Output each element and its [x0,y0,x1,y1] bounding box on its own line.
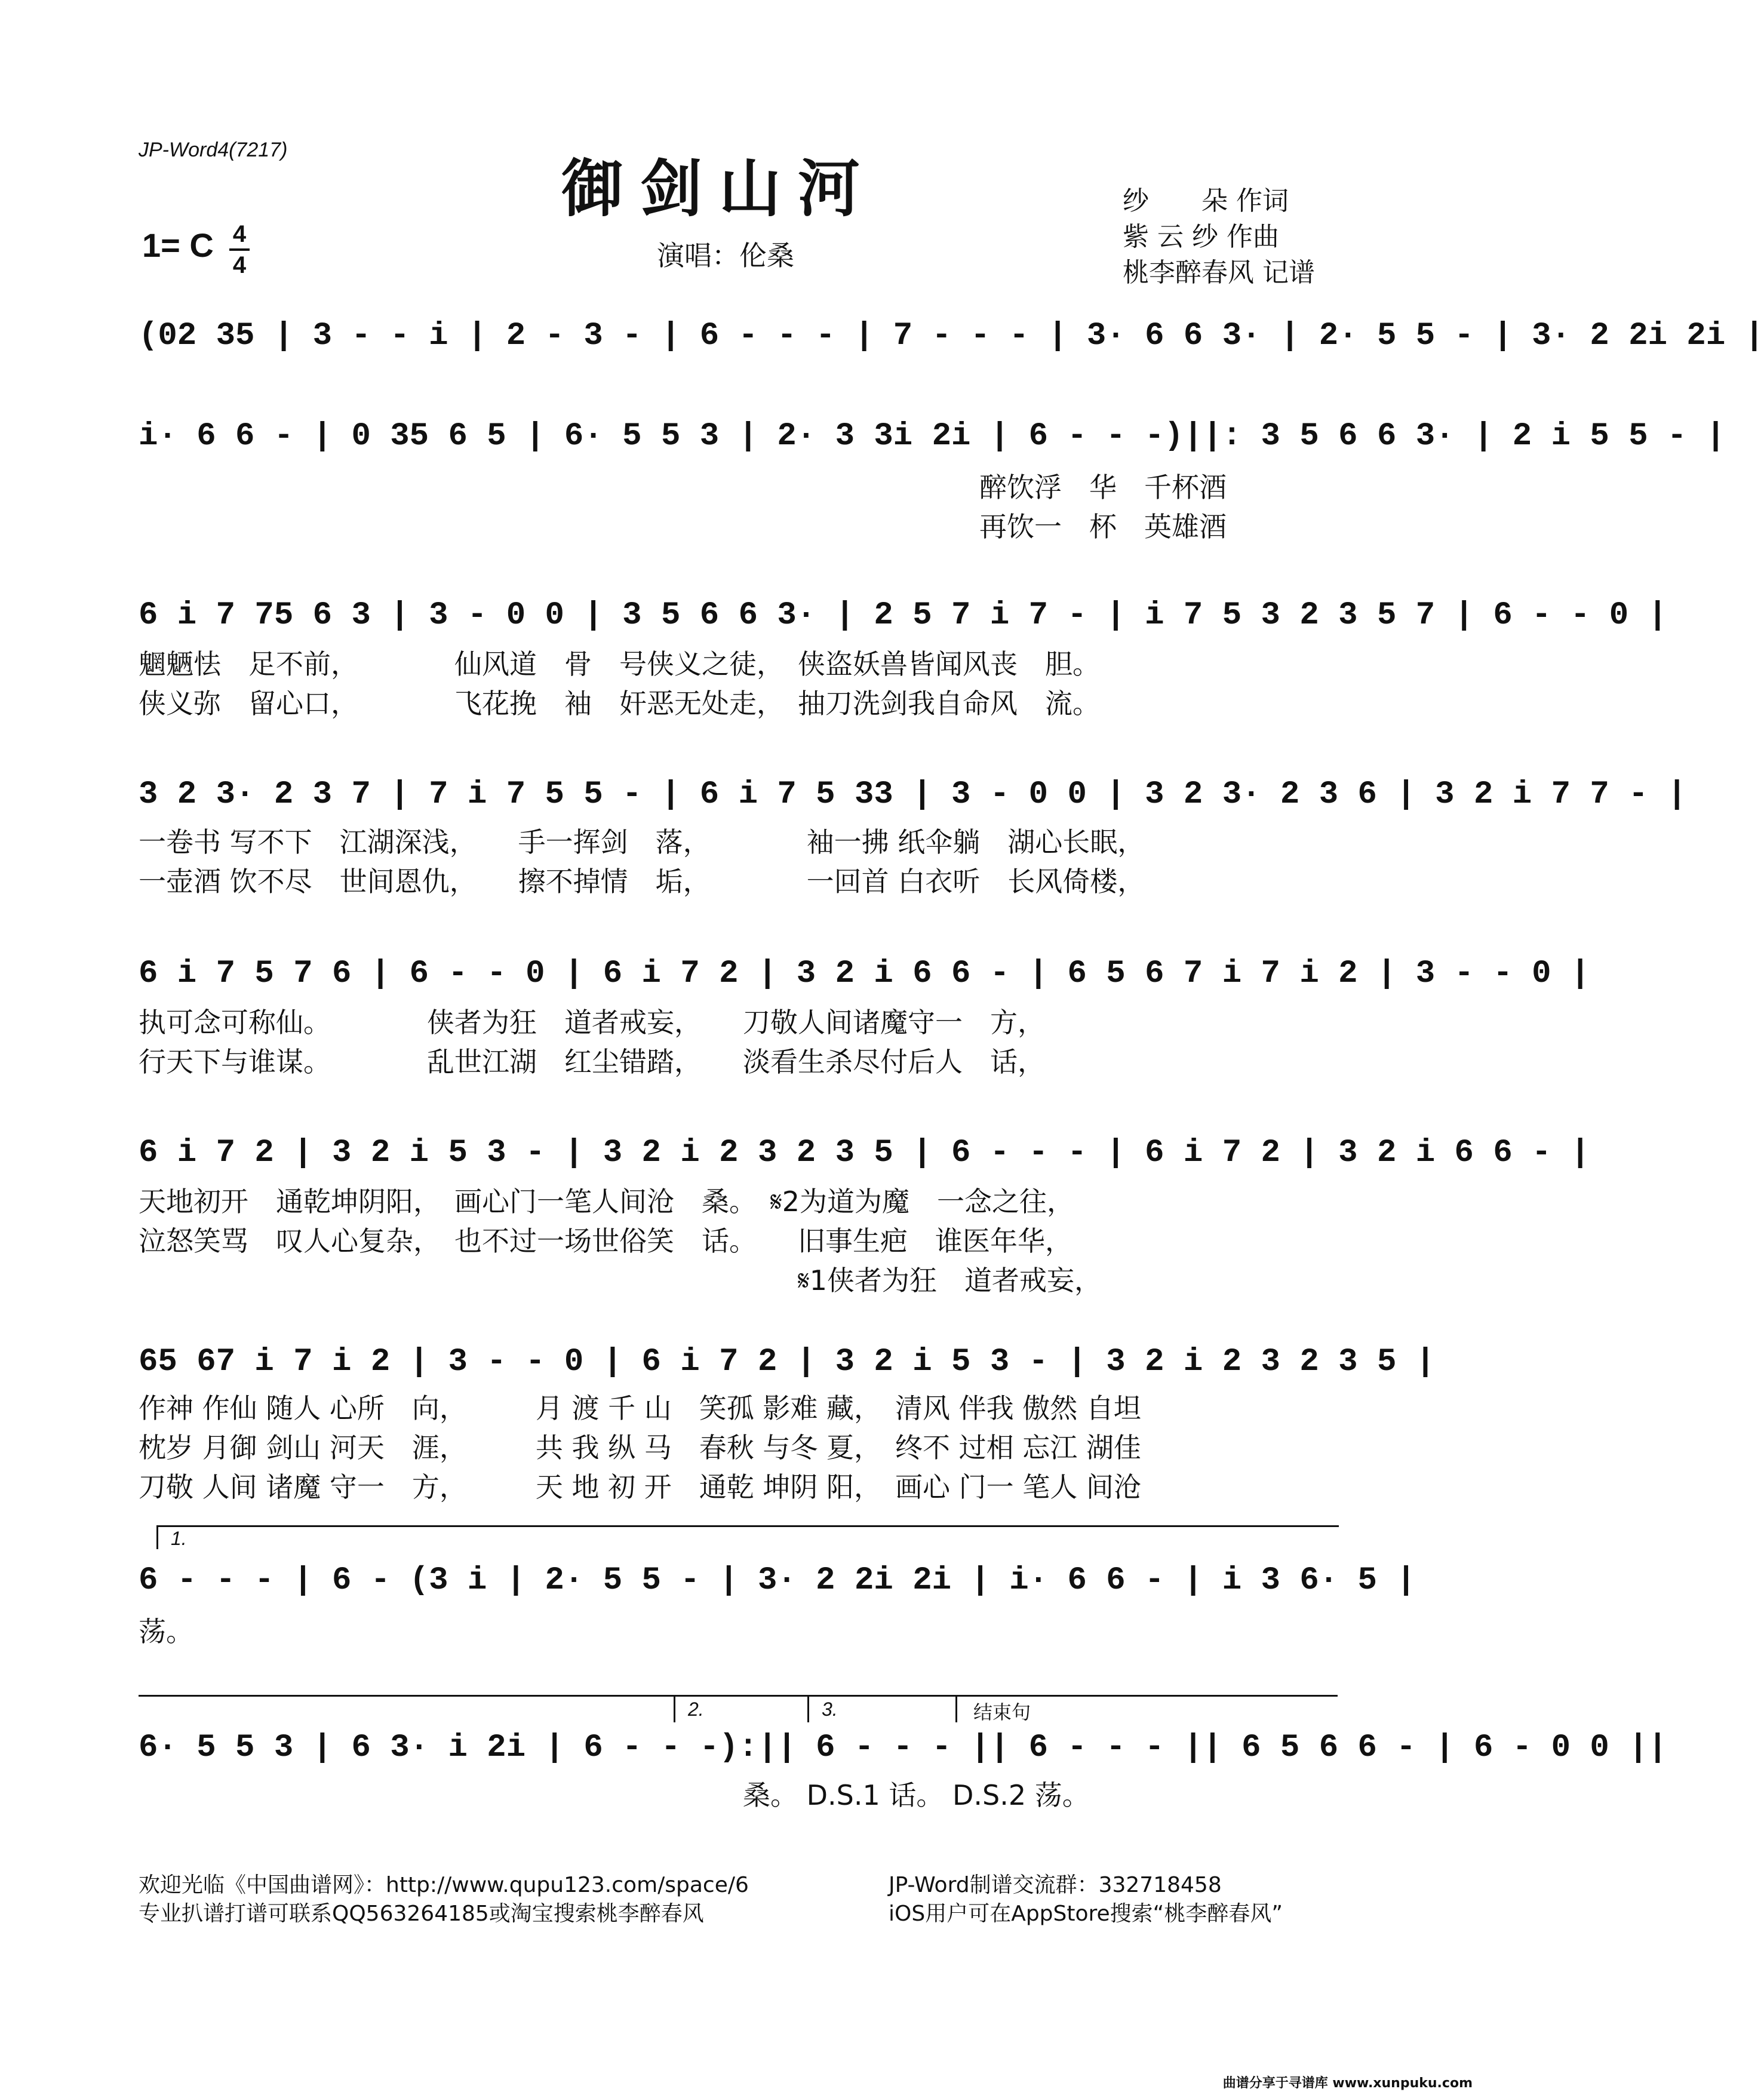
staff-line-6: 6 i 7 2 | 3 2 i 5 3 - | 3 2 i 2 3 2 3 5 | 6 - - - | 6 i 7 2 | 3 2 i 6 6 - | [139,1135,1590,1171]
ending-bracket-1 [156,1525,1339,1527]
coda-label: 结束句 [973,1701,1031,1724]
staff-line-4: 3 2 3· 2 3 7 | 7 i 7 5 5 - | 6 i 7 5 33 | 3 - 0 0 | 3 2 3· 2 3 6 | 3 2 i 7 7 - | [139,776,1687,813]
lyric-line-6-verse-1: 天地初开 通乾坤阴阳， 画心门一笔人间沧 桑。 𝄋2为道为魔 一念之往， [139,1185,1075,1218]
coda-bracket-tick [955,1696,957,1722]
time-top: 4 [232,221,247,247]
footer-group: JP-Word制谱交流群：332718458 [889,1873,1222,1897]
footer-contact: 专业扒谱打谱可联系QQ563264185或淘宝搜索桃李醉春风 [139,1902,704,1926]
lyric-line-2-verse-2: 再饮一 杯 英雄酒 [979,511,1227,543]
staff-line-8: 6 - - - | 6 - (3 i | 2· 5 5 - | 3· 2 2i 2i | i· 6 6 - | i 3 6· 5 | [139,1562,1416,1599]
staff-line-9: 6· 5 5 3 | 6 3· i 2i | 6 - - -):|| 6 - - - || 6 - - - || 6 5 6 6 - | 6 - 0 0 || [139,1730,1668,1766]
time-bottom: 4 [232,252,247,278]
lyric-line-2-verse-1: 醉饮浮 华 千杯酒 [979,471,1227,503]
lyric-line-3-verse-1: 魍魉怯 足不前， 仙风道 骨 号侠义之徒， 侠盗妖兽皆闻风丧 胆。 [139,648,1100,680]
singer: 演唱：伦桑 [657,239,794,272]
song-title: 御剑山河 [561,152,877,225]
ending-bracket-1-tick [156,1525,158,1549]
staff-line-1: (02 35 | 3 - - i | 2 - 3 - | 6 - - - | 7 - - - | 3· 6 6 3· | 2· 5 5 - | 3· 2 2i 2i | [139,318,1764,354]
lyricist-credit: 纱 朵 作词 [1123,186,1289,216]
composer-credit: 紫 云 纱 作曲 [1123,222,1279,252]
footer-ios-note: iOS用户可在AppStore搜索“桃李醉春风” [889,1902,1283,1926]
lyric-line-7-verse-2: 枕岁 月御 剑山 河天 涯， 共 我 纵 马 春秋 与冬 夏， 终不 过相 忘江 湖佳 [139,1432,1141,1464]
lyric-line-9: 桑。 D.S.1 话。 D.S.2 荡。 [139,1779,1090,1811]
ending-label-2: 2. [688,1698,704,1720]
lyric-line-5-verse-1: 执可念可称仙。 侠者为狂 道者戒妄， 刀敬人间诸魔守一 方， [139,1006,1045,1039]
transcriber-credit: 桃李醉春风 记谱 [1123,257,1315,288]
watermark-text: 曲谱分享于寻谱库 www.xunpuku.com [1222,2076,1473,2091]
lyric-line-6-verse-3: 𝄋1侠者为狂 道者戒妄， [139,1264,1102,1297]
lyric-line-8: 荡。 [139,1615,193,1648]
staff-line-7: 65 67 i 7 i 2 | 3 - - 0 | 6 i 7 2 | 3 2 i 5 3 - | 3 2 i 2 3 2 3 5 | [139,1344,1436,1380]
lyric-line-7-verse-1: 作神 作仙 随人 心所 向， 月 渡 千 山 笑孤 影难 藏， 清风 伴我 傲然 自坦 [139,1392,1141,1424]
lyric-line-4-verse-2: 一壶酒 饮不尽 世间恩仇， 擦不掉情 垢， 一回首 白衣听 长风倚楼， [139,865,1145,898]
time-divider [229,248,250,251]
ending-label-1: 1. [171,1528,187,1549]
footer-site-link: 欢迎光临《中国曲谱网》：http://www.qupu123.com/space/6 [139,1873,749,1897]
ending-label-3: 3. [822,1698,838,1720]
lyric-line-5-verse-2: 行天下与谁谋。 乱世江湖 红尘错踏， 淡看生杀尽付后人 话， [139,1046,1045,1078]
lyric-line-6-verse-2: 泣怒笑骂 叹人心复杂， 也不过一场世俗笑 话。 旧事生疤 谁医年华， [139,1225,1072,1257]
time-signature [229,222,250,277]
ending-bracket-3-tick [807,1696,809,1722]
staff-line-2: i· 6 6 - | 0 35 6 5 | 6· 5 5 3 | 2· 3 3i 2i | 6 - - -)||: 3 5 6 6 3· | 2 i 5 5 - | [139,418,1726,454]
key-signature: 1= C [142,226,214,264]
software-label: JP-Word4(7217) [139,139,288,161]
system-9-top-rule [139,1695,1338,1697]
staff-line-5: 6 i 7 5 7 6 | 6 - - 0 | 6 i 7 2 | 3 2 i 6 6 - | 6 5 6 7 i 7 i 2 | 3 - - 0 | [139,956,1590,992]
lyric-line-7-verse-3: 刀敬 人间 诸魔 守一 方， 天 地 初 开 通乾 坤阴 阳， 画心 门一 笔人 间沧 [139,1471,1141,1503]
ending-bracket-2-tick [674,1696,675,1722]
lyric-line-3-verse-2: 侠义弥 留心口， 飞花挽 袖 奸恶无处走， 抽刀洗剑我自命风 流。 [139,687,1100,720]
staff-line-3: 6 i 7 75 6 3 | 3 - 0 0 | 3 5 6 6 3· | 2 5 7 i 7 - | i 7 5 3 2 3 5 7 | 6 - - 0 | [139,597,1668,634]
lyric-line-4-verse-1: 一卷书 写不下 江湖深浅， 手一挥剑 落， 袖一拂 纸伞躺 湖心长眠， [139,826,1145,858]
